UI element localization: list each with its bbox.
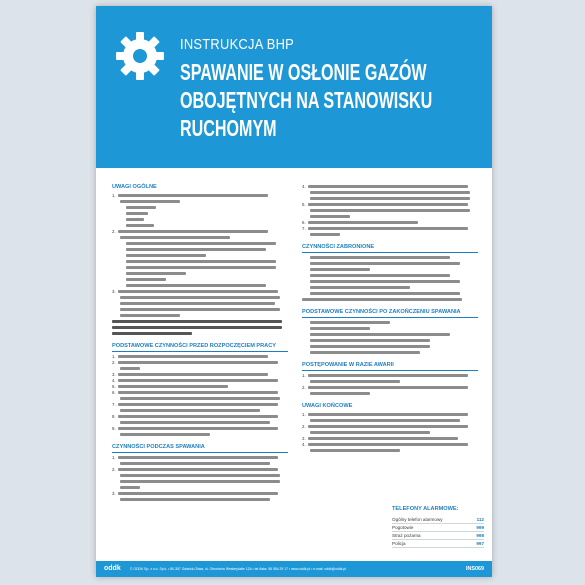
phone-number: 998: [476, 533, 484, 538]
right-column: [302, 184, 478, 460]
phone-number: 112: [476, 517, 484, 522]
section-heading: CZYNNOŚCI PODCZAS SPAWANIA: [112, 444, 288, 453]
left-column: [112, 184, 288, 509]
section-general: UWAGI OGÓLNE 1. 2. 3.: [112, 184, 288, 337]
section-heading: CZYNNOŚCI ZABRONIONE: [302, 244, 478, 253]
phone-row: [392, 532, 484, 540]
poster-footer: [96, 561, 492, 577]
section-heading: PODSTAWOWE CZYNNOŚCI PRZED ROZPOCZĘCIEM PRACY: [112, 343, 288, 352]
phone-row: [392, 516, 484, 524]
phone-label: Pogotowie: [392, 525, 414, 530]
section-forbidden: [302, 244, 478, 303]
title-line-3: RUCHOMYM: [180, 115, 277, 141]
section-heading: POSTĘPOWANIE W RAZIE AWARII: [302, 362, 478, 371]
phone-label: Policja: [392, 541, 406, 546]
section-before: PODSTAWOWE CZYNNOŚCI PRZED ROZPOCZĘCIEM PRACY 1. 2. 3. 4. 5. 6. 7. 8. 9.: [112, 343, 288, 438]
section-during: CZYNNOŚCI PODCZAS SPAWANIA 1. 2. 3.: [112, 444, 288, 503]
phone-row: [392, 540, 484, 548]
gear-icon: [114, 30, 166, 82]
phone-label: Straż pożarna: [392, 533, 421, 538]
section-heading: PODSTAWOWE CZYNNOŚCI PO ZAKOŃCZENIU SPAWANIA: [302, 309, 478, 318]
section-emergency: POSTĘPOWANIE W RAZIE AWARII 1. 2.: [302, 362, 478, 397]
section-general-continued: 4. 5. 6. 7.: [302, 184, 478, 238]
phone-row: [392, 524, 484, 532]
section-heading: UWAGI KOŃCOWE: [302, 403, 353, 409]
poster-kicker: INSTRUKCJA BHP: [180, 36, 295, 53]
publisher-address: © ODDK Sp. z o.o. Sp.k. • 80-357 Gdańsk-Oliwa, ul. Obrońców Westerplatte 12A • tel./faks: 58 554 29 17 • www.oddk.pl • e-mail: oddk@oddk.pl: [130, 567, 347, 571]
phone-label: Ogólny telefon alarmowy: [392, 517, 443, 522]
phone-number: 999: [476, 525, 484, 530]
document-code: INS069: [466, 566, 484, 572]
title-line-1: SPAWANIE W OSŁONIE GAZÓW: [180, 59, 427, 85]
phone-number: 997: [476, 541, 484, 546]
section-heading: UWAGI OGÓLNE: [112, 184, 157, 190]
section-final: UWAGI KOŃCOWE 1. 2. 3. 4.: [302, 403, 478, 454]
alarm-phones: [392, 506, 484, 548]
instruction-poster: [96, 6, 492, 577]
title-line-2: OBOJĘTNYCH NA STANOWISKU: [180, 87, 433, 113]
section-after: [302, 309, 478, 356]
alarm-phones-title: TELEFONY ALARMOWE:: [392, 506, 459, 512]
poster-header: [96, 6, 492, 168]
publisher-logo: oddk: [104, 565, 121, 572]
poster-title: [180, 58, 433, 142]
